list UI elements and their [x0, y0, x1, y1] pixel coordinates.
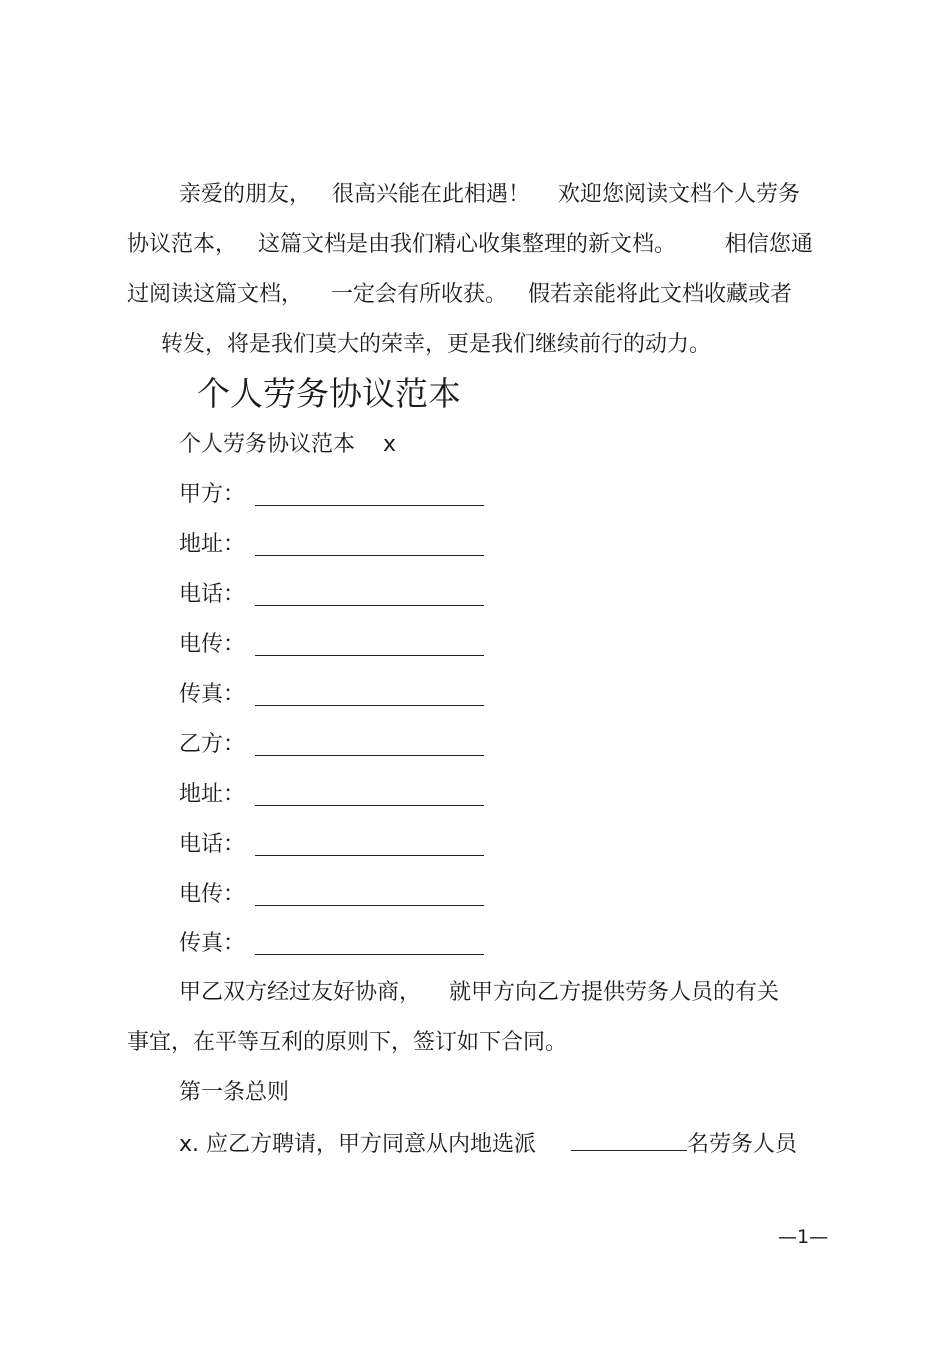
- intro-line-1: 亲爱的朋友， 很高兴能在此相遇！ 欢迎您阅读文档个人劳务: [179, 182, 800, 207]
- document-subtitle: 个人劳务协议范本 x: [179, 432, 396, 457]
- party-a-address-field: [179, 528, 489, 562]
- fill-in-blank: [255, 855, 484, 856]
- intro-line-4: 转发，将是我们莫大的荣幸，更是我们继续前行的动力。: [161, 332, 712, 357]
- party-b-phone-field: [179, 828, 489, 862]
- intro-line-2: 协议范本， 这篇文档是由我们精心收集整理的新文档。 相信您通: [127, 232, 813, 257]
- field-label: 电话：: [179, 582, 246, 607]
- fill-in-blank: [571, 1128, 687, 1151]
- party-b-address-field: [179, 778, 489, 812]
- fill-in-blank: [255, 505, 484, 506]
- field-label: 电传：: [179, 882, 246, 907]
- party-a-fax-field: [179, 678, 489, 712]
- clause-1-suffix: 名劳务人员: [686, 1132, 797, 1157]
- party-a-phone-field: [179, 578, 489, 612]
- field-label: 电传：: [179, 632, 246, 657]
- clause-1: [179, 1128, 797, 1160]
- fill-in-blank: [255, 954, 484, 955]
- document-title: 个人劳务协议范本: [197, 374, 461, 413]
- party-b-field: [179, 728, 489, 762]
- clause-1-text: x. 应乙方聘请，甲方同意从内地选派: [179, 1132, 571, 1157]
- party-b-telex-field: [179, 878, 489, 912]
- section-heading: 第一条总则: [179, 1080, 290, 1105]
- agreement-para-line-2: 事宜，在平等互利的原则下，签订如下合同。: [127, 1030, 568, 1055]
- fill-in-blank: [255, 555, 484, 556]
- field-label: 传真：: [179, 931, 246, 956]
- field-label: 地址：: [179, 532, 246, 557]
- page-number: —1—: [778, 1226, 829, 1248]
- field-label: 甲方：: [179, 482, 246, 507]
- fill-in-blank: [255, 755, 484, 756]
- party-b-fax-field: [179, 927, 489, 961]
- agreement-para-line-1: 甲乙双方经过友好协商， 就甲方向乙方提供劳务人员的有关: [179, 980, 779, 1005]
- fill-in-blank: [255, 905, 484, 906]
- fill-in-blank: [255, 605, 484, 606]
- field-label: 乙方：: [179, 732, 246, 757]
- field-label: 传真：: [179, 682, 246, 707]
- field-label: 地址：: [179, 782, 246, 807]
- party-a-field: [179, 478, 489, 512]
- fill-in-blank: [255, 655, 484, 656]
- intro-line-3: 过阅读这篇文档， 一定会有所收获。 假若亲能将此文档收藏或者: [127, 282, 792, 307]
- field-label: 电话：: [179, 832, 246, 857]
- fill-in-blank: [255, 705, 484, 706]
- fill-in-blank: [255, 805, 484, 806]
- party-a-telex-field: [179, 628, 489, 662]
